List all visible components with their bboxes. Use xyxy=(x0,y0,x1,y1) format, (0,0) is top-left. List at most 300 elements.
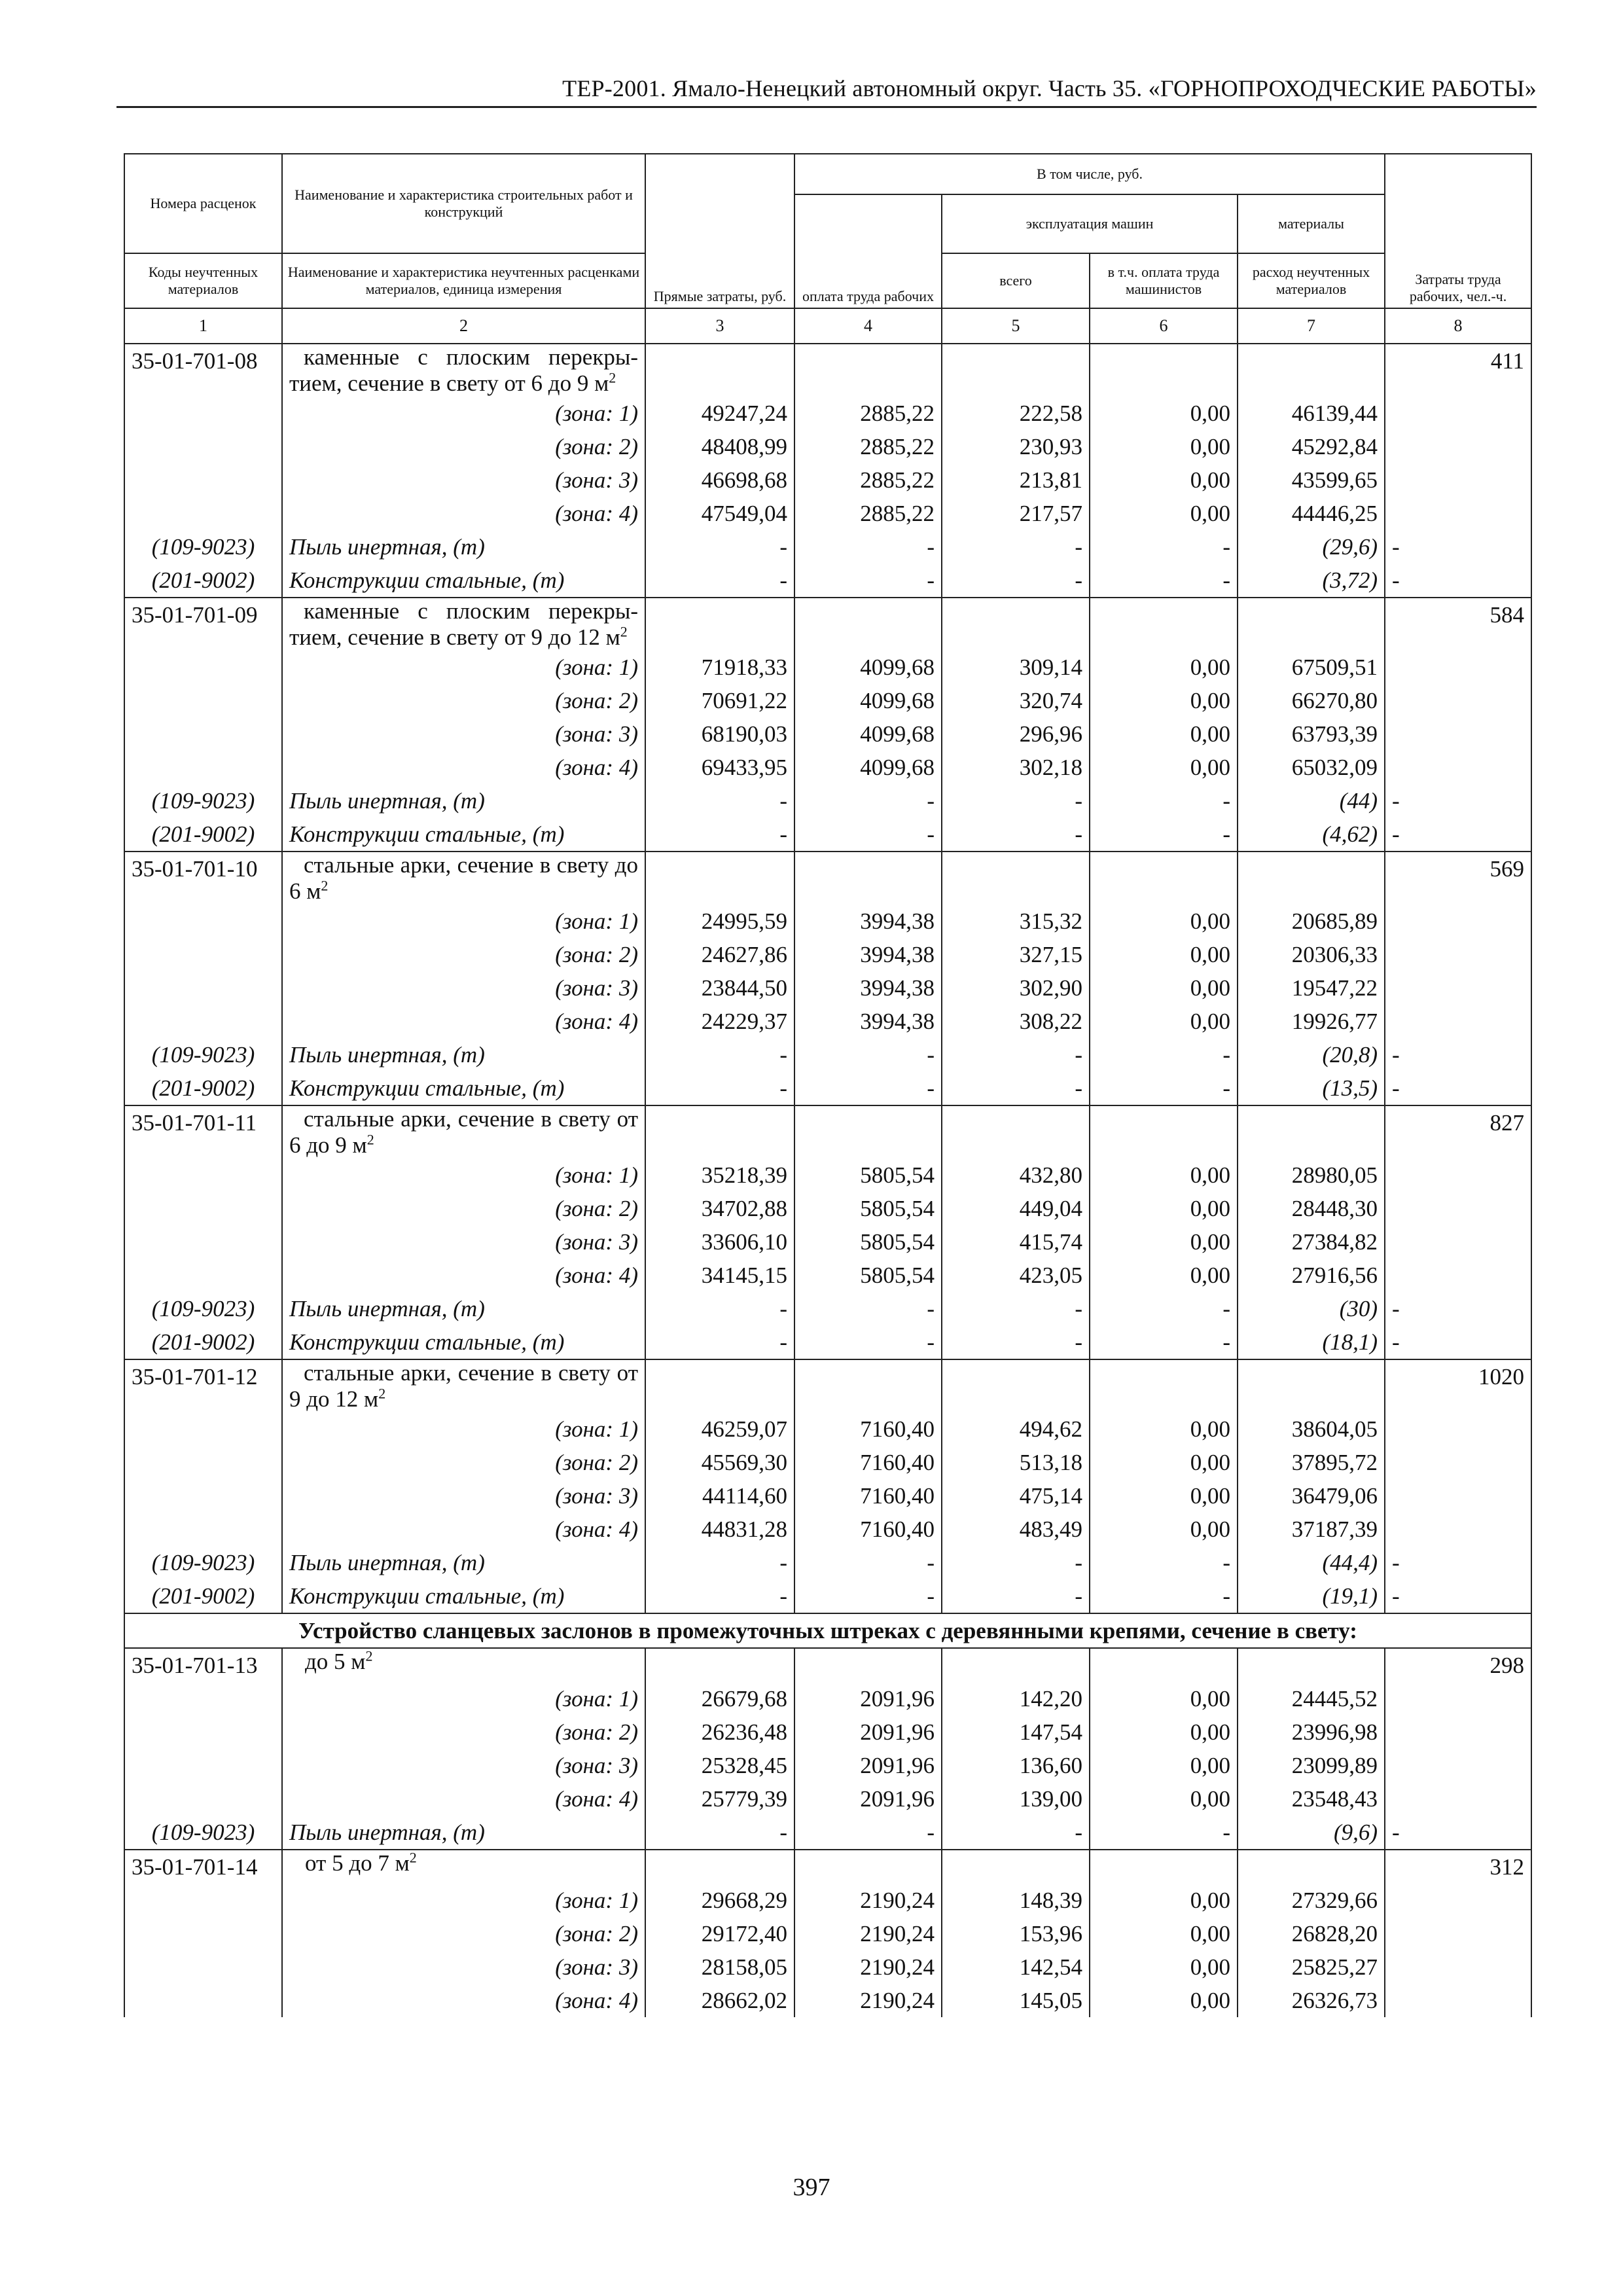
empty-cell xyxy=(124,1446,282,1479)
zone-label: (зона: 1) xyxy=(282,651,645,684)
empty-cell xyxy=(942,1850,1090,1884)
materials-cost: 25825,27 xyxy=(1238,1950,1385,1984)
col6-header: в т.ч. оплата труда машинистов xyxy=(1090,253,1238,308)
empty-cell xyxy=(1385,651,1531,684)
operator-wages: 0,00 xyxy=(1090,938,1238,971)
empty-cell xyxy=(1385,1225,1531,1259)
zone-row xyxy=(124,1950,1531,1984)
zone-row xyxy=(124,1225,1531,1259)
empty-cell xyxy=(1385,1984,1531,2017)
worker-wages: 4099,68 xyxy=(794,717,942,751)
material-col5: - xyxy=(942,1038,1090,1071)
operator-wages: 0,00 xyxy=(1090,1884,1238,1917)
rate-description xyxy=(282,1850,645,1884)
material-col6: - xyxy=(1090,564,1238,598)
material-row xyxy=(124,530,1531,564)
worker-wages: 4099,68 xyxy=(794,651,942,684)
empty-cell xyxy=(1238,1105,1385,1158)
machines-total: 423,05 xyxy=(942,1259,1090,1292)
zone-row xyxy=(124,651,1531,684)
empty-cell xyxy=(645,852,794,905)
zone-row xyxy=(124,1984,1531,2017)
material-code: (201-9002) xyxy=(124,1071,282,1105)
empty-cell xyxy=(124,938,282,971)
material-col8: - xyxy=(1385,1816,1531,1850)
rate-row xyxy=(124,1850,1531,1884)
unit-superscript: 2 xyxy=(321,877,329,894)
material-col3: - xyxy=(645,1325,794,1359)
material-col8: - xyxy=(1385,530,1531,564)
worker-wages: 3994,38 xyxy=(794,905,942,938)
worker-wages: 4099,68 xyxy=(794,751,942,784)
material-row xyxy=(124,784,1531,817)
machines-total: 483,49 xyxy=(942,1513,1090,1546)
empty-cell xyxy=(1385,1158,1531,1192)
unit-superscript: 2 xyxy=(409,1850,417,1866)
operator-wages: 0,00 xyxy=(1090,1412,1238,1446)
group-incl-header: В том числе, руб. xyxy=(794,154,1385,194)
operator-wages: 0,00 xyxy=(1090,1158,1238,1192)
direct-cost: 46259,07 xyxy=(645,1412,794,1446)
material-col6: - xyxy=(1090,530,1238,564)
material-row xyxy=(124,1816,1531,1850)
material-name: Конструкции стальные, (т) xyxy=(282,817,645,852)
zone-label: (зона: 1) xyxy=(282,905,645,938)
empty-cell xyxy=(1385,905,1531,938)
rate-row xyxy=(124,1359,1531,1412)
material-col8: - xyxy=(1385,564,1531,598)
operator-wages: 0,00 xyxy=(1090,1984,1238,2017)
material-col4: - xyxy=(794,1325,942,1359)
empty-cell xyxy=(794,344,942,397)
empty-cell xyxy=(1090,852,1238,905)
material-col5: - xyxy=(942,817,1090,852)
material-row xyxy=(124,1038,1531,1071)
material-col3: - xyxy=(645,530,794,564)
material-col5: - xyxy=(942,1816,1090,1850)
empty-cell xyxy=(942,852,1090,905)
machines-total: 153,96 xyxy=(942,1917,1090,1950)
material-row xyxy=(124,1579,1531,1613)
zone-label: (зона: 1) xyxy=(282,1682,645,1715)
unit-superscript: 2 xyxy=(620,623,628,640)
material-name: Пыль инертная, (т) xyxy=(282,530,645,564)
material-col3: - xyxy=(645,564,794,598)
worker-wages: 7160,40 xyxy=(794,1479,942,1513)
material-code: (201-9002) xyxy=(124,564,282,598)
machines-total: 217,57 xyxy=(942,497,1090,530)
empty-cell xyxy=(1385,1005,1531,1038)
col-number: 6 xyxy=(1090,308,1238,344)
zone-label: (зона: 2) xyxy=(282,1917,645,1950)
machines-total: 494,62 xyxy=(942,1412,1090,1446)
material-name: Конструкции стальные, (т) xyxy=(282,1071,645,1105)
col2-bottom-header: Наименование и характеристика неучтенных расценками материалов, единица измерения xyxy=(282,253,645,308)
operator-wages: 0,00 xyxy=(1090,1682,1238,1715)
empty-cell xyxy=(1385,1782,1531,1816)
direct-cost: 46698,68 xyxy=(645,463,794,497)
zone-label: (зона: 4) xyxy=(282,1984,645,2017)
empty-cell xyxy=(1385,1682,1531,1715)
col-number: 4 xyxy=(794,308,942,344)
zone-label: (зона: 2) xyxy=(282,684,645,717)
empty-cell xyxy=(1385,684,1531,717)
worker-wages: 2190,24 xyxy=(794,1917,942,1950)
empty-cell xyxy=(1090,1359,1238,1412)
operator-wages: 0,00 xyxy=(1090,1950,1238,1984)
machines-total: 302,18 xyxy=(942,751,1090,784)
empty-cell xyxy=(1385,751,1531,784)
labor-cost: 298 xyxy=(1385,1648,1531,1682)
empty-cell xyxy=(942,1105,1090,1158)
material-name: Пыль инертная, (т) xyxy=(282,1546,645,1579)
material-col8: - xyxy=(1385,1546,1531,1579)
material-col3: - xyxy=(645,817,794,852)
direct-cost: 44114,60 xyxy=(645,1479,794,1513)
empty-cell xyxy=(1238,1359,1385,1412)
operator-wages: 0,00 xyxy=(1090,751,1238,784)
materials-cost: 66270,80 xyxy=(1238,684,1385,717)
rate-row xyxy=(124,852,1531,905)
material-col6: - xyxy=(1090,1292,1238,1325)
empty-cell xyxy=(1385,938,1531,971)
machines-total: 230,93 xyxy=(942,430,1090,463)
operator-wages: 0,00 xyxy=(1090,1513,1238,1546)
zone-row xyxy=(124,1005,1531,1038)
material-name: Пыль инертная, (т) xyxy=(282,1038,645,1071)
worker-wages: 3994,38 xyxy=(794,971,942,1005)
material-code: (109-9023) xyxy=(124,784,282,817)
zone-label: (зона: 2) xyxy=(282,1192,645,1225)
worker-wages: 2190,24 xyxy=(794,1984,942,2017)
worker-wages: 4099,68 xyxy=(794,684,942,717)
material-code: (109-9023) xyxy=(124,1038,282,1071)
materials-cost: 65032,09 xyxy=(1238,751,1385,784)
col-number: 1 xyxy=(124,308,282,344)
rate-row xyxy=(124,598,1531,651)
materials-cost: 37895,72 xyxy=(1238,1446,1385,1479)
zone-label: (зона: 3) xyxy=(282,1479,645,1513)
worker-wages: 2091,96 xyxy=(794,1682,942,1715)
empty-cell xyxy=(124,430,282,463)
empty-cell xyxy=(1238,598,1385,651)
page-header xyxy=(116,71,1537,108)
col-number: 5 xyxy=(942,308,1090,344)
empty-cell xyxy=(794,1648,942,1682)
direct-cost: 25779,39 xyxy=(645,1782,794,1816)
unit-superscript: 2 xyxy=(365,1648,373,1664)
rate-description-text: каменные с плоским перекры-тием, сечение в свету от 6 до 9 м xyxy=(289,344,638,396)
direct-cost: 68190,03 xyxy=(645,717,794,751)
material-name: Пыль инертная, (т) xyxy=(282,1816,645,1850)
worker-wages: 2190,24 xyxy=(794,1884,942,1917)
operator-wages: 0,00 xyxy=(1090,1192,1238,1225)
rate-description-text: от 5 до 7 м xyxy=(305,1850,410,1876)
rate-code: 35-01-701-09 xyxy=(124,598,282,651)
worker-wages: 2885,22 xyxy=(794,463,942,497)
worker-wages: 2885,22 xyxy=(794,397,942,430)
materials-cost: 37187,39 xyxy=(1238,1513,1385,1546)
direct-cost: 47549,04 xyxy=(645,497,794,530)
material-col3: - xyxy=(645,1546,794,1579)
machines-total: 327,15 xyxy=(942,938,1090,971)
materials-cost: 24445,52 xyxy=(1238,1682,1385,1715)
section-heading: Устройство сланцевых заслонов в промежуточных штреках с деревянными крепями, сечение в свету: xyxy=(124,1613,1531,1648)
empty-cell xyxy=(645,1850,794,1884)
table-body xyxy=(124,344,1531,2017)
zone-row xyxy=(124,1259,1531,1292)
direct-cost: 24627,86 xyxy=(645,938,794,971)
machines-total: 315,32 xyxy=(942,905,1090,938)
materials-cost: 45292,84 xyxy=(1238,430,1385,463)
operator-wages: 0,00 xyxy=(1090,651,1238,684)
empty-cell xyxy=(124,1479,282,1513)
rate-row xyxy=(124,344,1531,397)
rate-description-text: каменные с плоским перекры-тием, сечение в свету от 9 до 12 м xyxy=(289,598,638,650)
empty-cell xyxy=(794,598,942,651)
materials-cost: 27384,82 xyxy=(1238,1225,1385,1259)
labor-cost: 569 xyxy=(1385,852,1531,905)
zone-label: (зона: 2) xyxy=(282,430,645,463)
machines-total: 308,22 xyxy=(942,1005,1090,1038)
empty-cell xyxy=(124,1225,282,1259)
material-col6: - xyxy=(1090,817,1238,852)
direct-cost: 49247,24 xyxy=(645,397,794,430)
worker-wages: 2885,22 xyxy=(794,430,942,463)
col2-top-header: Наименование и характеристика строительных работ и конструкций xyxy=(282,154,645,253)
worker-wages: 5805,54 xyxy=(794,1192,942,1225)
rate-code: 35-01-701-13 xyxy=(124,1648,282,1682)
material-col6: - xyxy=(1090,1816,1238,1850)
direct-cost: 26679,68 xyxy=(645,1682,794,1715)
machines-total: 320,74 xyxy=(942,684,1090,717)
empty-cell xyxy=(942,1359,1090,1412)
machines-total: 142,20 xyxy=(942,1682,1090,1715)
direct-cost: 23844,50 xyxy=(645,971,794,1005)
operator-wages: 0,00 xyxy=(1090,430,1238,463)
empty-cell xyxy=(124,1782,282,1816)
col-number: 3 xyxy=(645,308,794,344)
labor-cost: 411 xyxy=(1385,344,1531,397)
rate-description-text: стальные арки, сечение в свету от 6 до 9 м xyxy=(289,1106,638,1158)
material-col3: - xyxy=(645,1579,794,1613)
machines-total: 145,05 xyxy=(942,1984,1090,2017)
zone-label: (зона: 1) xyxy=(282,1412,645,1446)
machines-total: 296,96 xyxy=(942,717,1090,751)
direct-cost: 29172,40 xyxy=(645,1917,794,1950)
empty-cell xyxy=(124,1917,282,1950)
zone-label: (зона: 3) xyxy=(282,1950,645,1984)
materials-cost: 27916,56 xyxy=(1238,1259,1385,1292)
empty-cell xyxy=(124,717,282,751)
empty-cell xyxy=(124,497,282,530)
rate-description xyxy=(282,852,645,905)
zone-row xyxy=(124,1446,1531,1479)
material-col8: - xyxy=(1385,1325,1531,1359)
zone-row xyxy=(124,1192,1531,1225)
zone-label: (зона: 4) xyxy=(282,1513,645,1546)
operator-wages: 0,00 xyxy=(1090,1225,1238,1259)
col4-header: оплата труда рабочих xyxy=(794,194,942,308)
empty-cell xyxy=(1385,717,1531,751)
material-consumption: (13,5) xyxy=(1238,1071,1385,1105)
machines-total: 222,58 xyxy=(942,397,1090,430)
material-col3: - xyxy=(645,1071,794,1105)
material-name: Конструкции стальные, (т) xyxy=(282,1325,645,1359)
empty-cell xyxy=(124,1513,282,1546)
zone-label: (зона: 3) xyxy=(282,971,645,1005)
material-code: (201-9002) xyxy=(124,817,282,852)
zone-label: (зона: 3) xyxy=(282,1749,645,1782)
material-consumption: (29,6) xyxy=(1238,530,1385,564)
empty-cell xyxy=(124,1259,282,1292)
worker-wages: 7160,40 xyxy=(794,1412,942,1446)
material-col8: - xyxy=(1385,1292,1531,1325)
empty-cell xyxy=(794,1105,942,1158)
material-col6: - xyxy=(1090,1546,1238,1579)
zone-row xyxy=(124,397,1531,430)
empty-cell xyxy=(1385,1446,1531,1479)
materials-cost: 20306,33 xyxy=(1238,938,1385,971)
zone-row xyxy=(124,1412,1531,1446)
direct-cost: 33606,10 xyxy=(645,1225,794,1259)
zone-row xyxy=(124,1479,1531,1513)
empty-cell xyxy=(1090,1105,1238,1158)
materials-cost: 46139,44 xyxy=(1238,397,1385,430)
col-number: 2 xyxy=(282,308,645,344)
rate-description xyxy=(282,1359,645,1412)
direct-cost: 29668,29 xyxy=(645,1884,794,1917)
empty-cell xyxy=(124,1682,282,1715)
empty-cell xyxy=(794,1850,942,1884)
direct-cost: 24229,37 xyxy=(645,1005,794,1038)
zone-row xyxy=(124,971,1531,1005)
direct-cost: 71918,33 xyxy=(645,651,794,684)
empty-cell xyxy=(942,344,1090,397)
material-col4: - xyxy=(794,564,942,598)
material-code: (109-9023) xyxy=(124,1816,282,1850)
material-consumption: (44,4) xyxy=(1238,1546,1385,1579)
materials-cost: 28980,05 xyxy=(1238,1158,1385,1192)
material-consumption: (44) xyxy=(1238,784,1385,817)
empty-cell xyxy=(1385,1479,1531,1513)
direct-cost: 34145,15 xyxy=(645,1259,794,1292)
materials-cost: 20685,89 xyxy=(1238,905,1385,938)
empty-cell xyxy=(1090,1850,1238,1884)
material-consumption: (3,72) xyxy=(1238,564,1385,598)
operator-wages: 0,00 xyxy=(1090,1446,1238,1479)
empty-cell xyxy=(1385,497,1531,530)
empty-cell xyxy=(124,971,282,1005)
worker-wages: 2885,22 xyxy=(794,497,942,530)
operator-wages: 0,00 xyxy=(1090,1715,1238,1749)
rate-description xyxy=(282,1648,645,1682)
materials-cost: 36479,06 xyxy=(1238,1479,1385,1513)
materials-cost: 27329,66 xyxy=(1238,1884,1385,1917)
labor-cost: 827 xyxy=(1385,1105,1531,1158)
section-heading-row xyxy=(124,1613,1531,1648)
operator-wages: 0,00 xyxy=(1090,1917,1238,1950)
empty-cell xyxy=(1238,1850,1385,1884)
material-row xyxy=(124,1292,1531,1325)
material-col4: - xyxy=(794,817,942,852)
rate-description-text: стальные арки, сечение в свету до 6 м xyxy=(289,852,638,904)
material-col6: - xyxy=(1090,1071,1238,1105)
direct-cost: 69433,95 xyxy=(645,751,794,784)
empty-cell xyxy=(124,751,282,784)
empty-cell xyxy=(124,1884,282,1917)
material-code: (201-9002) xyxy=(124,1579,282,1613)
empty-cell xyxy=(124,1192,282,1225)
empty-cell xyxy=(1385,1192,1531,1225)
material-col4: - xyxy=(794,1292,942,1325)
worker-wages: 5805,54 xyxy=(794,1158,942,1192)
zone-label: (зона: 2) xyxy=(282,1715,645,1749)
col8-header: Затраты труда рабочих, чел.-ч. xyxy=(1385,154,1531,308)
empty-cell xyxy=(124,1412,282,1446)
material-col3: - xyxy=(645,1292,794,1325)
machines-total: 432,80 xyxy=(942,1158,1090,1192)
rate-code: 35-01-701-11 xyxy=(124,1105,282,1158)
empty-cell xyxy=(794,1359,942,1412)
material-row xyxy=(124,817,1531,852)
material-name: Пыль инертная, (т) xyxy=(282,784,645,817)
rate-code: 35-01-701-08 xyxy=(124,344,282,397)
material-code: (201-9002) xyxy=(124,1325,282,1359)
zone-row xyxy=(124,1513,1531,1546)
zone-label: (зона: 4) xyxy=(282,751,645,784)
material-row xyxy=(124,1071,1531,1105)
zone-label: (зона: 1) xyxy=(282,1158,645,1192)
material-col4: - xyxy=(794,1816,942,1850)
materials-cost: 23099,89 xyxy=(1238,1749,1385,1782)
material-consumption: (4,62) xyxy=(1238,817,1385,852)
empty-cell xyxy=(1385,971,1531,1005)
machines-total: 139,00 xyxy=(942,1782,1090,1816)
direct-cost: 44831,28 xyxy=(645,1513,794,1546)
empty-cell xyxy=(645,598,794,651)
rate-description-text: стальные арки, сечение в свету от 9 до 12 м xyxy=(289,1360,638,1412)
labor-cost: 584 xyxy=(1385,598,1531,651)
unit-superscript: 2 xyxy=(366,1131,374,1148)
operator-wages: 0,00 xyxy=(1090,397,1238,430)
empty-cell xyxy=(124,1749,282,1782)
worker-wages: 5805,54 xyxy=(794,1259,942,1292)
zone-row xyxy=(124,1749,1531,1782)
materials-cost: 44446,25 xyxy=(1238,497,1385,530)
materials-cost: 63793,39 xyxy=(1238,717,1385,751)
header-title: ТЕР-2001. Ямало-Ненецкий автономный округ. Часть 35. «ГОРНОПРОХОДЧЕСКИЕ РАБОТЫ» xyxy=(562,75,1537,101)
zone-row xyxy=(124,1682,1531,1715)
empty-cell xyxy=(645,1359,794,1412)
materials-cost: 19926,77 xyxy=(1238,1005,1385,1038)
zone-row xyxy=(124,717,1531,751)
material-col8: - xyxy=(1385,1071,1531,1105)
empty-cell xyxy=(1385,1412,1531,1446)
page-number: 397 xyxy=(793,2174,830,2201)
material-col5: - xyxy=(942,1071,1090,1105)
material-col4: - xyxy=(794,530,942,564)
material-col6: - xyxy=(1090,1038,1238,1071)
empty-cell xyxy=(1238,344,1385,397)
rate-row xyxy=(124,1105,1531,1158)
empty-cell xyxy=(124,397,282,430)
zone-label: (зона: 1) xyxy=(282,397,645,430)
operator-wages: 0,00 xyxy=(1090,1749,1238,1782)
material-consumption: (19,1) xyxy=(1238,1579,1385,1613)
zone-row xyxy=(124,430,1531,463)
material-col5: - xyxy=(942,1292,1090,1325)
